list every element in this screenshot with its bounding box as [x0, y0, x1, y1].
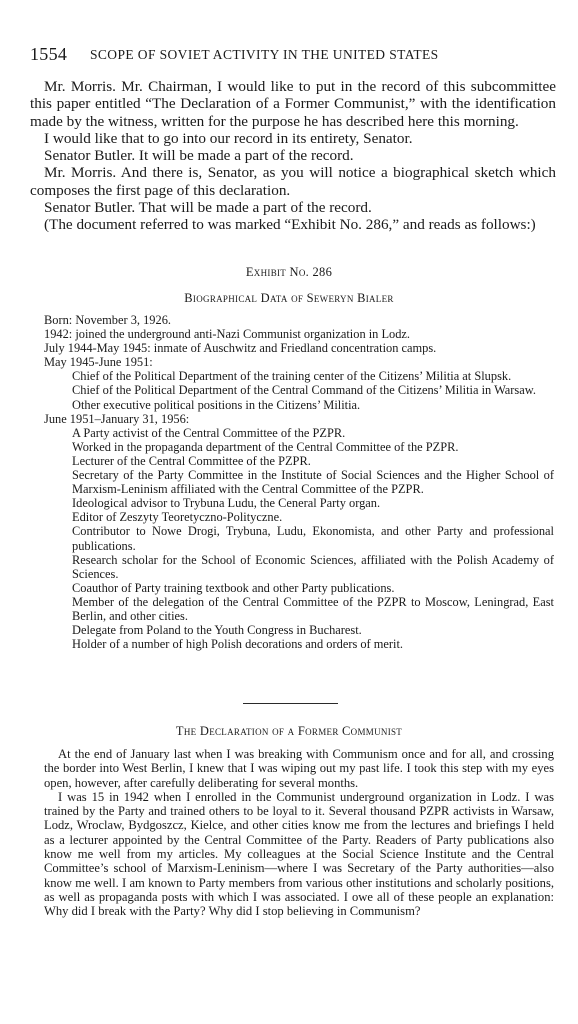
- page-header: [30, 44, 550, 66]
- bio-line: June 1951–January 31, 1956:: [44, 411, 190, 426]
- intro-paragraph: (The document referred to was marked “Exhibit No. 286,” and reads as follows:): [44, 216, 536, 234]
- bio-line: Secretary of the Party Committee in the Institute of Social Sciences and the Higher School of Marxism-Leninism affiliated with the Central Committee of the PZPR.: [72, 468, 554, 497]
- section-divider: [243, 703, 338, 704]
- bio-block: [44, 313, 554, 651]
- bio-line: May 1945-June 1951:: [44, 355, 153, 370]
- intro-paragraph: Senator Butler. It will be made a part of the record.: [44, 147, 354, 165]
- bio-line: Lecturer of the Central Committee of the PZPR.: [72, 453, 311, 468]
- intro-paragraph: Mr. Morris. And there is, Senator, as you will notice a biographical sketch which composes the first page of this declaration.: [30, 164, 556, 199]
- bio-line: Chief of the Political Department of the Central Command of the Citizens’ Militia in Warsaw.: [72, 383, 536, 398]
- bio-line: Other executive political positions in the Citizens’ Militia.: [72, 397, 361, 412]
- bio-title: Biographical Data of Seweryn Bialer: [184, 291, 394, 305]
- bio-line: Ideological advisor to Trybuna Ludu, the Ceneral Party organ.: [72, 496, 381, 511]
- bio-line: Delegate from Poland to the Youth Congress in Bucharest.: [72, 623, 362, 638]
- bio-line: Research scholar for the School of Economic Sciences, affiliated with the Polish Academy of Sciences.: [72, 552, 554, 581]
- declaration-paragraph: I was 15 in 1942 when I enrolled in the Communist underground organization in Lodz. I was trained by the Party and trained others to be loyal to it. Several thousand PZPR activists in Warsaw, Lodz, Wroclaw, Bydgoszcz, Kielce, and other cities know me from the lectures and briefings I held as a lecturer appointed by the Central Committee of the Party. Readers of Party publications also know me well from my articles. My colleagues at the Social Science Institute and the Central Committee’s school of Marxism-Leninism—where I was Secretary of the Party authorities—also know me well. I am known to Party members from various other institutions and scholarly positions, as well as propaganda posts with which I was associated. I owe all of these people an explanation: Why did I break with the Party? Why did I stop believing in Communism?: [44, 789, 554, 919]
- intro-paragraph: Senator Butler. That will be made a part of the record.: [44, 199, 372, 217]
- bio-line: Contributor to Nowe Drogi, Trybuna, Ludu, Ekonomista, and other Party and professional publications.: [72, 524, 554, 553]
- bio-line: A Party activist of the Central Committee of the PZPR.: [72, 425, 346, 440]
- bio-line: Worked in the propaganda department of the Central Committee of the PZPR.: [72, 439, 459, 454]
- page-number: 1554: [30, 44, 68, 64]
- running-head: SCOPE OF SOVIET ACTIVITY IN THE UNITED STATES: [90, 47, 439, 62]
- declaration-title: The Declaration of a Former Communist: [175, 724, 403, 738]
- bio-line: Born: November 3, 1926.: [44, 313, 171, 327]
- declaration-block: [44, 747, 554, 919]
- bio-line: Coauthor of Party training textbook and other Party publications.: [72, 580, 395, 595]
- intro-paragraph: I would like that to go into our record in its entirety, Senator.: [44, 129, 413, 147]
- exhibit-caption: Exhibit No. 286: [245, 265, 333, 279]
- intro-paragraph: Mr. Morris. Mr. Chairman, I would like to put in the record of this subcommittee this paper entitled “The Declaration of a Former Communist,” with the identification made by the witness, written for the purpose he has described here this morning.: [30, 78, 556, 130]
- bio-line: Holder of a number of high Polish decorations and orders of merit.: [72, 637, 404, 652]
- bio-line: Chief of the Political Department of the training center of the Citizens’ Militia at Slupsk.: [72, 369, 512, 384]
- intro-block: [30, 78, 556, 234]
- bio-line: Member of the delegation of the Central Committee of the PZPR to Moscow, Leningrad, East Berlin, and other cities.: [72, 594, 554, 623]
- bio-line: 1942: joined the underground anti-Nazi Communist organization in Lodz.: [44, 327, 411, 342]
- declaration-paragraph: At the end of January last when I was breaking with Communism once and for all, and crossing the border into West Berlin, I knew that I was wiping out my past life. I took this step with my eyes open, however, after carefully deliberating for several months.: [44, 747, 554, 790]
- bio-line: July 1944-May 1945: inmate of Auschwitz and Friedland concentration camps.: [44, 341, 437, 356]
- bio-line: Editor of Zeszyty Teoretyczno-Polityczne.: [72, 510, 283, 525]
